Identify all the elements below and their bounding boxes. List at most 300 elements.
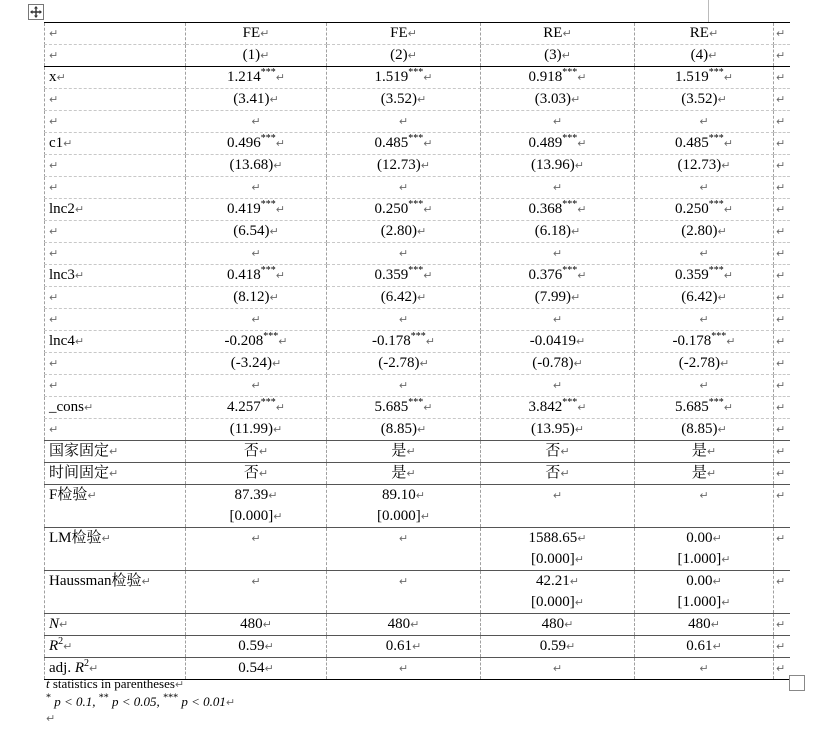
return-mark-icon: ↵ [699,181,709,194]
return-mark-icon: ↵ [275,401,285,414]
return-mark-icon: ↵ [275,71,285,84]
cell-text: Haussman检验 [49,573,142,589]
return-mark-icon: ↵ [776,423,786,436]
page-corner-mark [708,0,709,22]
t-stat-row [45,287,790,309]
return-mark-icon: ↵ [258,445,269,458]
return-mark-icon: ↵ [49,423,59,436]
return-mark-icon: ↵ [269,225,279,238]
cell-text: (3.03) [534,91,572,107]
stats-cell [327,636,481,658]
empty-cell [481,111,635,133]
cell-text: 0.359 [675,267,709,283]
t-stat-cell [327,353,481,375]
return-mark-icon: ↵ [776,291,786,304]
cell-text: 5.685 [374,399,409,415]
spacer-row [45,243,790,265]
return-mark-icon: ↵ [56,71,66,84]
test-label [45,528,186,571]
return-mark-icon: ↵ [776,575,786,588]
cell-text: 0.496 [227,135,261,151]
cell-text: 0.59 [539,638,567,654]
cell-text: 480 [688,616,711,632]
coef-cell [635,331,774,353]
coef-cell [327,331,481,353]
return-mark-icon: ↵ [406,445,416,458]
significance-stars: *** [562,397,578,408]
significance-stars: *** [708,397,724,408]
return-mark-icon: ↵ [776,379,786,392]
return-mark-icon: ↵ [49,159,59,172]
return-mark-icon: ↵ [577,137,587,150]
return-mark-icon: ↵ [273,510,283,523]
cell-text: [0.000] [531,594,575,610]
return-mark-icon: ↵ [717,291,727,304]
return-mark-icon: ↵ [423,71,433,84]
test-row [45,485,790,528]
return-mark-icon: ↵ [776,489,786,502]
return-mark-icon: ↵ [398,247,409,260]
stats-label [45,636,186,658]
cell-text: 0.00 [686,530,713,546]
test-cell [481,528,635,571]
return-mark-icon: ↵ [776,225,786,238]
coef-cell [635,199,774,221]
return-mark-icon: ↵ [412,640,422,653]
test-cell [186,571,327,614]
cell-text: 否 [243,465,259,481]
coef-cell [481,67,635,89]
return-mark-icon: ↵ [84,401,94,414]
t-stat-row [45,221,790,243]
return-mark-icon: ↵ [251,313,261,326]
coef-cell [635,133,774,155]
return-mark-icon: ↵ [417,225,427,238]
header-number-cell [327,45,481,67]
return-mark-icon: ↵ [573,357,583,370]
return-mark-icon: ↵ [406,467,416,480]
fixed-effect-cell [481,463,635,485]
return-mark-icon: ↵ [275,203,285,216]
cell-text: [0.000] [531,551,575,567]
significance-stars: *** [408,397,424,408]
header-model-cell [481,23,635,45]
return-mark-icon: ↵ [776,401,786,414]
significance-stars: *** [711,331,727,342]
empty-cell [186,243,327,265]
coef-cell [481,397,635,419]
return-mark-icon: ↵ [49,291,59,304]
significance-stars: *** [408,133,424,144]
cell-text: RE [543,25,563,41]
return-mark-icon: ↵ [776,71,786,84]
significance-stars: *** [260,133,276,144]
header-empty-cell [45,45,186,67]
cell-text: 5.685 [675,399,709,415]
cell-text: [1.000] [677,551,722,567]
cell-text: (6.18) [534,223,572,239]
empty-cell [186,177,327,199]
return-mark-icon: ↵ [776,618,786,631]
significance-stars: *** [410,331,426,342]
row-end-cell [774,89,790,111]
return-mark-icon: ↵ [776,313,786,326]
header-model-row [45,23,790,45]
t-stat-cell [186,221,327,243]
return-mark-icon: ↵ [423,203,433,216]
significance-stars: *** [260,397,276,408]
cell-text: 0.359 [374,267,409,283]
coef-cell [327,265,481,287]
return-mark-icon: ↵ [776,662,786,675]
variable-label [45,199,186,221]
return-mark-icon: ↵ [574,423,584,436]
cell-text: 0.61 [385,638,413,654]
cell-text: (12.73) [377,157,421,173]
t-stat-row [45,155,790,177]
return-mark-icon: ↵ [251,115,261,128]
coef-cell [327,67,481,89]
stats-label [45,614,186,636]
return-mark-icon: ↵ [776,115,786,128]
return-mark-icon: ↵ [225,696,236,709]
stats-cell [635,614,774,636]
cell-text: 0.250 [374,201,409,217]
empty-cell [327,111,481,133]
return-mark-icon: ↵ [577,269,587,282]
cell-text: 1588.65 [528,530,578,546]
cell-text: (13.68) [229,157,274,173]
return-mark-icon: ↵ [564,618,574,631]
empty-cell [327,177,481,199]
return-mark-icon: ↵ [562,27,572,40]
t-stat-cell [635,221,774,243]
empty-cell [481,375,635,397]
return-mark-icon: ↵ [699,247,709,260]
cell-text: (8.12) [233,289,270,305]
cell-text: (-2.78) [678,355,721,371]
variable-label [45,397,186,419]
empty-cell [186,375,327,397]
significance-stars: *** [562,67,578,78]
cell-text: 是 [691,443,707,459]
return-mark-icon: ↵ [398,379,409,392]
return-mark-icon: ↵ [423,269,433,282]
cell-text: 0.54 [238,660,265,676]
significance-stars: *** [408,199,424,210]
variable-label [45,133,186,155]
t-stat-cell [481,419,635,441]
note-t-stat: t statistics in parentheses↵ [46,676,185,691]
fixed-effect-cell [635,463,774,485]
cell-text: (7.99) [534,289,572,305]
return-mark-icon: ↵ [59,618,69,631]
return-mark-icon: ↵ [260,27,270,40]
coef-cell [186,397,327,419]
return-mark-icon: ↵ [776,335,786,348]
return-mark-icon: ↵ [423,401,433,414]
return-mark-icon: ↵ [721,596,731,609]
cell-text: 0.918 [528,69,563,85]
return-mark-icon: ↵ [272,357,282,370]
cell-text: FE [242,25,261,41]
fixed-effect-label [45,441,186,463]
cell-text: 是 [391,465,407,481]
row-end-cell [774,155,790,177]
significance-stars: *** [263,331,279,342]
return-mark-icon: ↵ [571,225,581,238]
cell-text: c1 [49,135,64,151]
row-end-cell [774,199,790,221]
t-stat-cell [481,155,635,177]
cell-text: 否 [545,465,561,481]
return-mark-icon: ↵ [415,489,425,502]
return-mark-icon: ↵ [721,553,731,566]
return-mark-icon: ↵ [410,618,420,631]
row-end-cell [774,287,790,309]
return-mark-icon: ↵ [776,640,786,653]
cell-text: (13.96) [531,157,575,173]
empty-cell [45,177,186,199]
header-model-cell [327,23,481,45]
row-end-cell [774,331,790,353]
row-end-cell [774,463,790,485]
cell-text: 否 [545,443,561,459]
return-mark-icon: ↵ [776,181,786,194]
return-mark-icon: ↵ [251,575,261,588]
test-row [45,571,790,614]
cell-text: [0.000] [377,508,421,524]
cell-text: 87.39 [234,487,269,503]
return-mark-icon: ↵ [723,137,733,150]
row-end-cell [774,528,790,571]
cell-text: x [49,69,57,85]
stats-cell [327,658,481,680]
empty-cell [45,155,186,177]
cell-text: _cons [49,399,84,415]
return-mark-icon: ↵ [49,49,59,62]
significance-stars: *** [708,133,724,144]
coef-row [45,199,790,221]
return-mark-icon: ↵ [251,181,261,194]
return-mark-icon: ↵ [574,596,584,609]
return-mark-icon: ↵ [268,489,278,502]
return-mark-icon: ↵ [712,640,722,653]
header-empty-cell [45,23,186,45]
coef-cell [635,67,774,89]
test-cell [186,485,327,528]
coef-row [45,265,790,287]
return-mark-icon: ↵ [49,357,59,370]
return-mark-icon: ↵ [264,662,274,675]
significance-stars: *** [562,199,578,210]
t-stat-cell [186,419,327,441]
resize-icon[interactable] [789,675,805,691]
cell-text: (2) [390,47,408,63]
return-mark-icon: ↵ [141,575,151,588]
return-mark-icon: ↵ [776,159,786,172]
coef-cell [481,133,635,155]
t-stat-cell [327,155,481,177]
stat-symbol: N [49,616,60,632]
stats-cell [186,636,327,658]
cell-text: (-0.78) [532,355,574,371]
cell-text: 89.10 [382,487,416,503]
stats-row [45,636,790,658]
empty-cell [327,243,481,265]
row-end-cell [774,375,790,397]
empty-cell [635,375,774,397]
cell-text: (8.85) [681,421,718,437]
stats-cell [481,636,635,658]
return-mark-icon: ↵ [49,225,59,238]
significance-stars: *** [562,133,578,144]
return-mark-icon: ↵ [776,269,786,282]
cell-text: F检验 [49,487,88,503]
coef-cell [635,265,774,287]
spacer-row [45,177,790,199]
empty-cell [635,309,774,331]
spacer-row [45,309,790,331]
return-mark-icon: ↵ [723,71,733,84]
return-mark-icon: ↵ [275,137,285,150]
t-stat-cell [481,287,635,309]
stats-cell [635,636,774,658]
return-mark-icon: ↵ [49,181,59,194]
cell-text: 480 [387,616,411,632]
return-mark-icon: ↵ [552,379,563,392]
cell-text: 0.59 [238,638,265,654]
return-mark-icon: ↵ [398,532,409,545]
cell-text: (8.85) [380,421,418,437]
coef-row [45,397,790,419]
return-mark-icon: ↵ [708,49,718,62]
return-mark-icon: ↵ [552,181,563,194]
return-mark-icon: ↵ [552,115,563,128]
test-label [45,485,186,528]
cell-text: 0.250 [675,201,709,217]
cell-text: 42.21 [536,573,570,589]
stats-cell [481,658,635,680]
row-end-cell [774,397,790,419]
cell-text: 1.519 [675,69,709,85]
return-mark-icon: ↵ [63,640,73,653]
cell-text: (13.95) [531,421,575,437]
t-stat-cell [186,155,327,177]
cell-text: (12.73) [677,157,722,173]
empty-cell [481,177,635,199]
return-mark-icon: ↵ [49,379,59,392]
fixed-effect-cell [327,441,481,463]
test-cell [635,485,774,528]
return-mark-icon: ↵ [74,203,85,216]
spacer-row [45,375,790,397]
return-mark-icon: ↵ [776,49,786,62]
table-move-handle[interactable] [28,4,44,20]
coef-row [45,133,790,155]
fixed-effect-label [45,463,186,485]
return-mark-icon: ↵ [419,357,429,370]
cell-text: -0.208 [224,333,264,349]
return-mark-icon: ↵ [712,575,722,588]
row-end-cell [774,658,790,680]
coef-cell [186,199,327,221]
return-mark-icon: ↵ [174,678,185,691]
header-number-cell [186,45,327,67]
cell-text: 0.00 [686,573,713,589]
t-stat-cell [327,89,481,111]
t-stat-row [45,89,790,111]
empty-cell [186,309,327,331]
return-mark-icon: ↵ [723,401,733,414]
return-mark-icon: ↵ [398,181,409,194]
row-end-cell [774,309,790,331]
row-end-cell [774,353,790,375]
significance-stars: 2 [84,658,89,669]
significance-stars: *** [260,265,276,276]
cell-text: (3) [544,47,562,63]
stats-row [45,614,790,636]
stats-cell [635,658,774,680]
cell-text: (4) [690,47,709,63]
return-mark-icon: ↵ [726,335,736,348]
empty-cell [45,353,186,375]
return-mark-icon: ↵ [571,93,581,106]
cell-text: FE [390,25,408,41]
empty-cell [45,221,186,243]
return-mark-icon: ↵ [569,575,579,588]
cell-text: lnc4 [49,333,75,349]
cell-text: (3.41) [233,91,270,107]
coef-row [45,331,790,353]
return-mark-icon: ↵ [720,357,730,370]
return-mark-icon: ↵ [423,137,433,150]
cell-text: (-3.24) [230,355,273,371]
row-end-cell [774,243,790,265]
return-mark-icon: ↵ [109,467,119,480]
row-end-cell [774,67,790,89]
return-mark-icon: ↵ [577,401,587,414]
significance-stars: *** [408,67,424,78]
return-mark-icon: ↵ [552,662,563,675]
empty-cell [186,111,327,133]
cell-text: LM检验 [49,530,102,546]
stats-cell [481,614,635,636]
return-mark-icon: ↵ [723,269,733,282]
stats-cell [186,614,327,636]
row-end-cell [774,419,790,441]
test-cell [635,571,774,614]
fixed-effect-cell [635,441,774,463]
t-stat-cell [635,89,774,111]
t-stat-cell [635,155,774,177]
return-mark-icon: ↵ [407,27,417,40]
t-stat-row [45,419,790,441]
row-end-cell [774,45,790,67]
empty-cell [635,177,774,199]
cell-text: (6.54) [233,223,270,239]
return-mark-icon: ↵ [552,247,563,260]
significance-stars: *** [708,265,724,276]
row-end-cell [774,111,790,133]
cell-text: 4.257 [227,399,261,415]
row-end-cell [774,571,790,614]
return-mark-icon: ↵ [699,115,709,128]
row-end-cell [774,636,790,658]
return-mark-icon: ↵ [87,489,97,502]
return-mark-icon: ↵ [258,467,269,480]
return-mark-icon: ↵ [49,313,59,326]
